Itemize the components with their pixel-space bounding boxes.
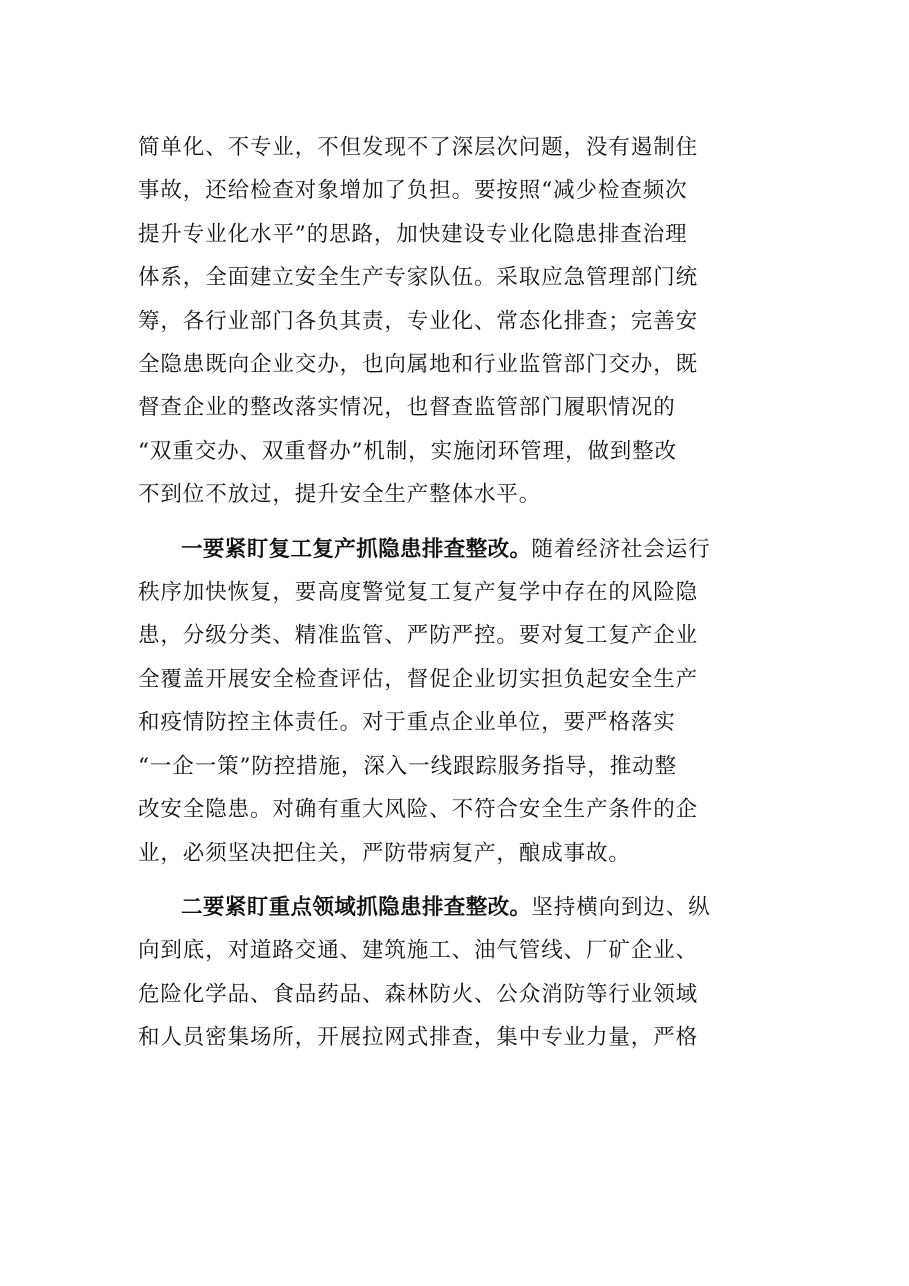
text-line: 全隐患既向企业交办，也向属地和行业监管部门交办，既: [138, 352, 699, 378]
text-line: 和疫情防控主体责任。对于重点企业单位，要严格落实: [138, 710, 676, 736]
heading-continuation: 坚持横向到边、纵: [531, 894, 711, 920]
section-heading: 二要紧盯重点领域抓隐患排查整改。: [181, 894, 532, 920]
text-line-first: [138, 528, 774, 571]
text-line: 事故，还给检查对象增加了负担。要按照“减少检查频次: [138, 178, 688, 204]
text-line: 筹，各行业部门各负其责，专业化、常态化排查；完善安: [138, 308, 699, 334]
paragraph-1: [138, 126, 774, 517]
heading-continuation: 随着经济社会运行: [531, 536, 711, 562]
paragraph-2: [138, 528, 774, 875]
text-line: 简单化、不专业，不但发现不了深层次问题，没有遏制住: [138, 135, 699, 160]
text-line: 不到位不放过，提升安全生产整体水平。: [138, 482, 542, 508]
text-line: 全覆盖开展安全检查评估，督促企业切实担负起安全生产: [138, 666, 699, 692]
text-line-first: [138, 886, 774, 929]
paragraph-3: [138, 886, 774, 1060]
text-line: 向到底，对道路交通、建筑施工、油气管线、厂矿企业、: [138, 938, 699, 964]
text-line: 改安全隐患。对确有重大风险、不符合安全生产条件的企: [138, 797, 699, 823]
text-line: “一企一策”防控措施，深入一线跟踪服务指导，推动整: [138, 753, 677, 779]
section-heading: 一要紧盯复工复产抓隐患排查整改。: [181, 536, 532, 562]
text-line: “双重交办、双重督办”机制，实施闭环管理，做到整改: [138, 438, 677, 464]
text-line: 提升专业化水平”的思路，加快建设专业化隐患排查治理: [138, 221, 688, 247]
text-line: 督查企业的整改落实情况，也督查监管部门履职情况的: [138, 395, 676, 421]
text-line: 秩序加快恢复，要高度警觉复工复产复学中存在的风险隐: [138, 580, 699, 606]
text-line: 和人员密集场所，开展拉网式排查，集中专业力量，严格: [138, 1025, 699, 1051]
text-line: 体系，全面建立安全生产专家队伍。采取应急管理部门统: [138, 265, 699, 291]
text-line: 危险化学品、食品药品、森林防火、公众消防等行业领域: [138, 981, 699, 1007]
text-line: 患，分级分类、精准监管、严防严控。要对复工复产企业: [138, 623, 699, 649]
text-line: 业，必须坚决把住关，严防带病复产，酿成事故。: [138, 840, 631, 866]
document-body: [138, 126, 774, 1060]
